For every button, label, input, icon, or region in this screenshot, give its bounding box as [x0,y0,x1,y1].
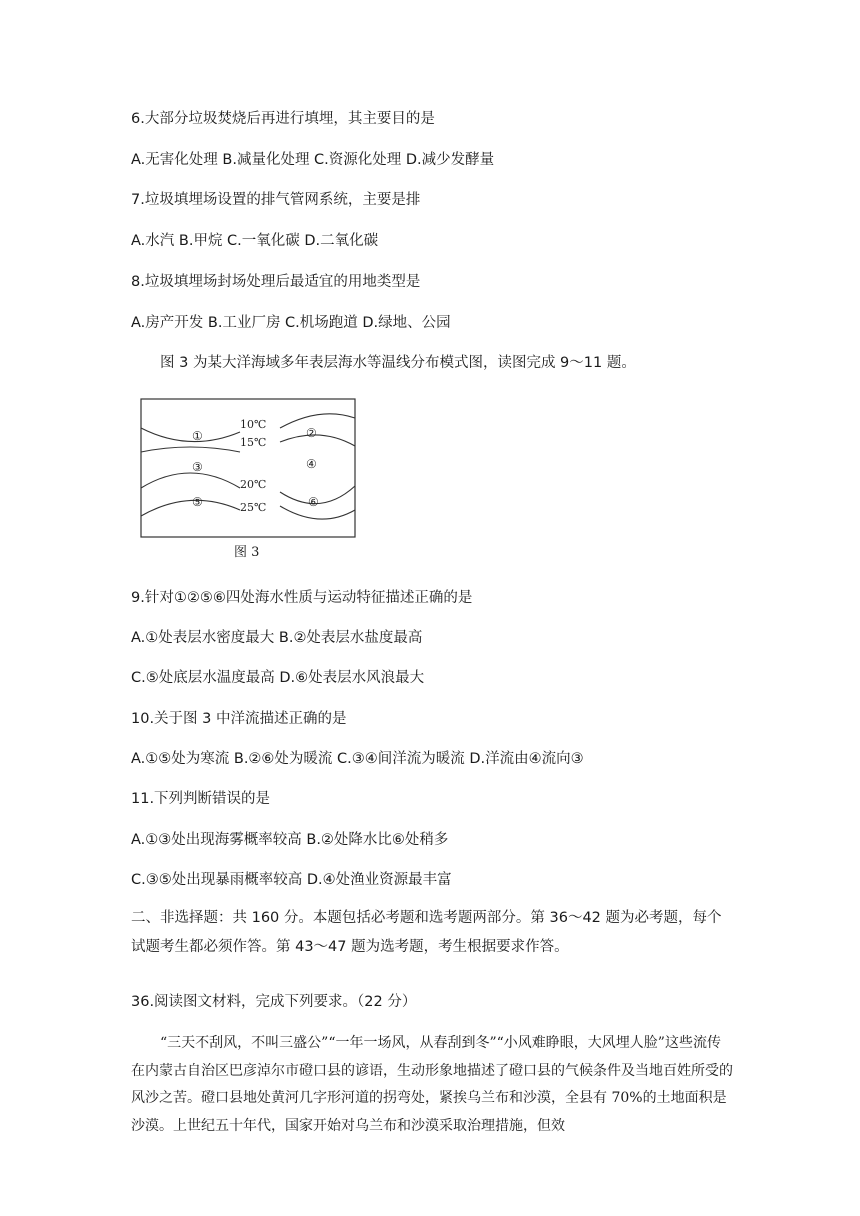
isotherm-10-right [280,414,355,428]
q9-options-1: A.①处表层水密度最大 B.②处表层水盐度最高 [131,630,423,646]
q8-stem: 8.垃圾填埋场封场处理后最适宜的用地类型是 [131,274,421,290]
isotherm-15-right [280,435,355,446]
section2-intro: 二、非选择题：共 160 分。本题包括必考题和选考题两部分。第 36～42 题为必考题，每个试题考生都必须作答。第 43～47 题为选考题，考生根据要求作答。 [131,910,722,955]
q7-options: A.水汽 B.甲烷 C.一氧化碳 D.二氧化碳 [131,233,379,249]
q6-stem: 6.大部分垃圾焚烧后再进行填埋，其主要目的是 [131,111,435,127]
q11-stem: 11.下列判断错误的是 [131,791,271,807]
q7-stem: 7.垃圾填埋场设置的排气管网系统，主要是排 [131,192,421,208]
marker-2: ② [306,426,317,440]
isotherm-10-left [141,428,240,442]
figure-caption: 图 3 [234,545,260,560]
marker-3: ③ [192,460,203,474]
marker-5: ⑤ [192,495,203,509]
marker-6: ⑥ [308,495,319,509]
q11-options-2: C.③⑤处出现暴雨概率较高 D.④处渔业资源最丰富 [131,872,452,888]
marker-4: ④ [306,457,317,471]
q9-options-2: C.⑤处底层水温度最高 D.⑥处表层水风浪最大 [131,670,425,686]
label-15c: 15℃ [240,436,267,449]
q36-stem: 36.阅读图文材料，完成下列要求。（22 分） [131,994,417,1010]
isotherm-25-left [141,500,240,516]
label-20c: 20℃ [240,478,267,491]
ocean-isotherm-figure [140,398,356,538]
isotherm-15-left [141,447,240,452]
marker-1: ① [192,429,203,443]
q11-options-1: A.①③处出现海雾概率较高 B.②处降水比⑥处稍多 [131,832,449,848]
q36-passage: “三天不刮风，不叫三盛公”“一年一场风，从春刮到冬”“小风难睁眼，大风埋人脸”这些流传在内蒙古自治区巴彦淖尔市磴口县的谚语，生动形象地描述了磴口县的气候条件及当地百姓所受的风沙之苦。磴口县地处黄河几字形河道的拐弯处，紧挨乌兰布和沙漠，全县有 70%的土地面积是沙漠。上世纪五十年代，国家开始对乌兰布和沙漠采取治理措施，但效 [131,1035,733,1134]
q8-options: A.房产开发 B.工业厂房 C.机场跑道 D.绿地、公园 [131,315,451,331]
q6-options: A.无害化处理 B.减量化处理 C.资源化处理 D.减少发酵量 [131,152,495,168]
intro-9-11: 图 3 为某大洋海域多年表层海水等温线分布模式图，读图完成 9～11 题。 [160,355,636,371]
q9-stem: 9.针对①②⑤⑥四处海水性质与运动特征描述正确的是 [131,590,473,606]
q10-options: A.①⑤处为寒流 B.②⑥处为暖流 C.③④间洋流为暖流 D.洋流由④流向③ [131,751,584,767]
q10-stem: 10.关于图 3 中洋流描述正确的是 [131,711,347,727]
label-10c: 10℃ [240,418,267,431]
label-25c: 25℃ [240,501,267,514]
isotherm-20-left [141,473,240,488]
